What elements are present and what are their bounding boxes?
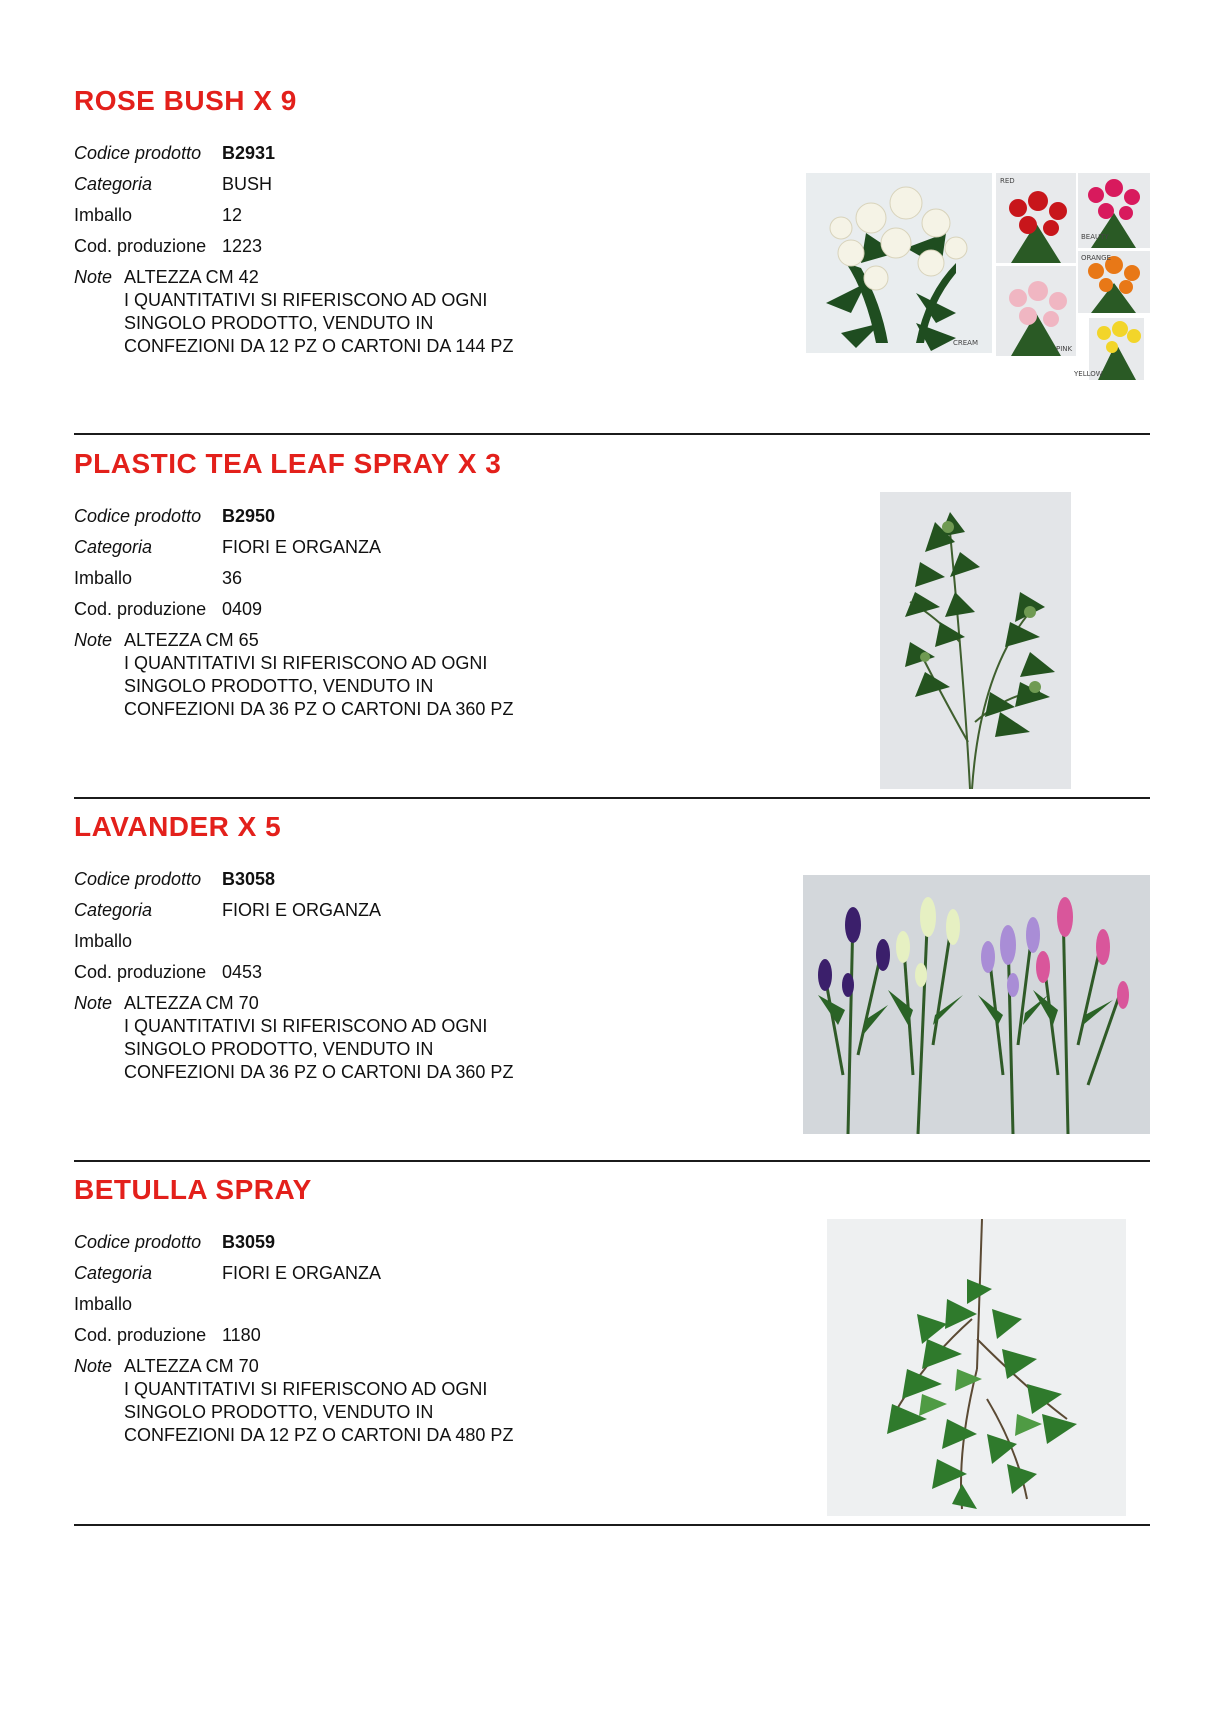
swatch-label-red: RED bbox=[1000, 177, 1015, 185]
codice-value: B2931 bbox=[222, 143, 276, 163]
imballo-label: Imballo bbox=[74, 1294, 133, 1314]
note-label: Note bbox=[74, 1356, 113, 1376]
note-text bbox=[124, 266, 513, 358]
product-title: ROSE BUSH X 9 bbox=[74, 85, 297, 116]
note-line: ALTEZZA CM 70 bbox=[124, 1356, 259, 1376]
codice-label: Codice prodotto bbox=[74, 143, 202, 163]
codice-label: Codice prodotto bbox=[74, 506, 202, 526]
categoria-value: FIORI E ORGANZA bbox=[222, 537, 382, 557]
categoria-value: BUSH bbox=[222, 174, 273, 194]
cod-produzione-label: Cod. produzione bbox=[74, 1325, 207, 1345]
note-line: ALTEZZA CM 65 bbox=[124, 630, 259, 650]
tea-leaf-spray-photo bbox=[880, 492, 1071, 789]
codice-label: Codice prodotto bbox=[74, 1232, 202, 1252]
imballo-value: 36 bbox=[222, 568, 243, 588]
swatch-label-beauty: BEAUTY bbox=[1081, 233, 1109, 241]
note-line: SINGOLO PRODOTTO, VENDUTO IN bbox=[124, 313, 434, 333]
codice-value: B2950 bbox=[222, 506, 276, 526]
categoria-label: Categoria bbox=[74, 1263, 153, 1283]
cod-produzione-label: Cod. produzione bbox=[74, 236, 207, 256]
imballo-label: Imballo bbox=[74, 931, 133, 951]
cod-produzione-label: Cod. produzione bbox=[74, 962, 207, 982]
cod-produzione-value: 1180 bbox=[222, 1325, 261, 1345]
note-line: SINGOLO PRODOTTO, VENDUTO IN bbox=[124, 1402, 434, 1422]
separator-rule bbox=[74, 1160, 1150, 1162]
note-text bbox=[124, 629, 513, 721]
cod-produzione-value: 0409 bbox=[222, 599, 263, 619]
cod-produzione-label: Cod. produzione bbox=[74, 599, 207, 619]
note-line: CONFEZIONI DA 36 PZ O CARTONI DA 360 PZ bbox=[124, 699, 514, 719]
swatch-label-cream: CREAM bbox=[953, 339, 979, 347]
cod-produzione-value: 1223 bbox=[222, 236, 263, 256]
categoria-value: FIORI E ORGANZA bbox=[222, 900, 382, 920]
codice-value: B3059 bbox=[222, 1232, 276, 1252]
note-line: CONFEZIONI DA 12 PZ O CARTONI DA 480 PZ bbox=[124, 1425, 514, 1445]
note-line: I QUANTITATIVI SI RIFERISCONO AD OGNI bbox=[124, 653, 488, 673]
note-line: ALTEZZA CM 70 bbox=[124, 993, 259, 1013]
categoria-label: Categoria bbox=[74, 900, 153, 920]
note-line: ALTEZZA CM 42 bbox=[124, 267, 259, 287]
separator-rule bbox=[74, 797, 1150, 799]
swatch-label-yellow: YELLOW bbox=[1074, 370, 1103, 378]
note-line: CONFEZIONI DA 12 PZ O CARTONI DA 144 PZ bbox=[124, 336, 514, 356]
note-label: Note bbox=[74, 993, 113, 1013]
note-line: I QUANTITATIVI SI RIFERISCONO AD OGNI bbox=[124, 290, 488, 310]
betulla-spray-photo bbox=[827, 1219, 1126, 1516]
note-label: Note bbox=[74, 630, 113, 650]
lavander-photo bbox=[803, 875, 1150, 1134]
codice-value: B3058 bbox=[222, 869, 276, 889]
note-text bbox=[124, 1355, 513, 1447]
swatch-label-pink: PINK bbox=[1056, 345, 1073, 353]
categoria-value: FIORI E ORGANZA bbox=[222, 1263, 382, 1283]
imballo-label: Imballo bbox=[74, 568, 133, 588]
rose-bush-photo bbox=[806, 173, 1150, 380]
note-line: SINGOLO PRODOTTO, VENDUTO IN bbox=[124, 676, 434, 696]
product-title: PLASTIC TEA LEAF SPRAY X 3 bbox=[74, 448, 502, 479]
cod-produzione-value: 0453 bbox=[222, 962, 263, 982]
separator-rule bbox=[74, 1524, 1150, 1526]
codice-label: Codice prodotto bbox=[74, 869, 202, 889]
note-text bbox=[124, 992, 513, 1084]
imballo-label: Imballo bbox=[74, 205, 133, 225]
imballo-value: 12 bbox=[222, 205, 243, 225]
separator-rule bbox=[74, 433, 1150, 435]
note-line: I QUANTITATIVI SI RIFERISCONO AD OGNI bbox=[124, 1379, 488, 1399]
note-line: I QUANTITATIVI SI RIFERISCONO AD OGNI bbox=[124, 1016, 488, 1036]
note-line: SINGOLO PRODOTTO, VENDUTO IN bbox=[124, 1039, 434, 1059]
categoria-label: Categoria bbox=[74, 174, 153, 194]
note-label: Note bbox=[74, 267, 113, 287]
note-line: CONFEZIONI DA 36 PZ O CARTONI DA 360 PZ bbox=[124, 1062, 514, 1082]
swatch-label-orange: ORANGE bbox=[1081, 254, 1111, 262]
product-title: BETULLA SPRAY bbox=[74, 1174, 312, 1205]
categoria-label: Categoria bbox=[74, 537, 153, 557]
product-title: LAVANDER X 5 bbox=[74, 811, 282, 842]
